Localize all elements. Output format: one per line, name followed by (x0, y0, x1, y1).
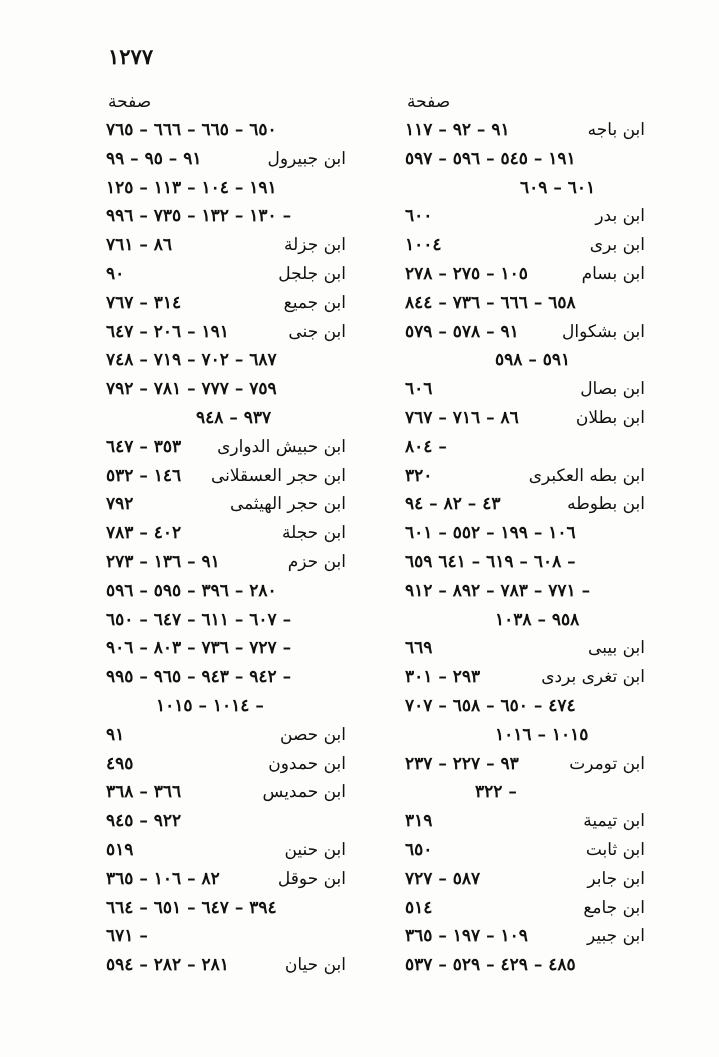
entry-page-numbers: ٦٥٨ – ٦٦٦ – ٧٣٦ – ٨٤٤ (405, 292, 576, 313)
index-entry (395, 577, 645, 606)
entry-name: ابن حجر الهيثمى (229, 494, 346, 515)
entry-page-numbers: ٩٣٧ – ٩٤٨ (196, 407, 272, 428)
entry-page-numbers: ١٤٦ – ٥٣٢ (106, 465, 182, 486)
entry-name: ابن بدر (595, 206, 645, 227)
index-entry (96, 692, 346, 721)
entry-page-numbers: – ٦٠٨ – ٦١٩ – ٦٤١ ٦٥٩ (405, 551, 576, 572)
entry-name: ابن بيبى (588, 638, 645, 659)
entry-page-numbers: ٦٦٩ (405, 638, 433, 659)
index-entry (96, 174, 346, 203)
entry-page-numbers: – ٣٢٢ (475, 782, 517, 803)
entry-page-numbers: ١٠١٥ – ١٠١٦ (495, 724, 589, 745)
entry-name: ابن بطه العكبرى (528, 465, 645, 486)
entry-name: ابن بشكوال (562, 321, 645, 342)
index-entry (395, 202, 645, 231)
entry-name: ابن حمديس (262, 782, 346, 803)
entry-page-numbers: ٥٩١ – ٥٩٨ (495, 350, 571, 371)
entry-page-numbers: ٤٨٥ – ٤٢٩ – ٥٢٩ – ٥٣٧ (405, 955, 576, 976)
index-entry (395, 318, 645, 347)
index-entry (96, 865, 346, 894)
index-entry (96, 951, 346, 980)
index-entry (96, 490, 346, 519)
entry-page-numbers: – ٩٤٢ – ٩٤٣ – ٩٦٥ – ٩٩٥ (106, 667, 292, 688)
entry-page-numbers: ٦٥٠ (405, 839, 433, 860)
entry-page-numbers: ١٠٠٤ (405, 235, 442, 256)
entry-name: ابن برى (589, 235, 645, 256)
entry-name: ابن تومرت (569, 753, 645, 774)
index-entry (395, 865, 645, 894)
index-entry (395, 462, 645, 491)
entry-page-numbers: ٩٠ (106, 263, 125, 284)
entry-name: ابن حمدون (268, 753, 346, 774)
entry-name: ابن بطلان (575, 407, 645, 428)
index-entry (96, 663, 346, 692)
entry-page-numbers: ٤٣ – ٨٢ – ٩٤ (405, 494, 501, 515)
entry-page-numbers: ٦٠٦ (405, 379, 433, 400)
entry-name: ابن جابر (587, 868, 645, 889)
index-column-left (96, 88, 346, 980)
entry-name: ابن حصن (280, 724, 346, 745)
index-entry (395, 174, 645, 203)
entry-page-numbers: ٣٥٣ – ٦٤٧ (106, 436, 182, 457)
entry-page-numbers: ٦٨٧ – ٧٠٢ – ٧١٩ – ٧٤٨ (106, 350, 277, 371)
entry-page-numbers: ٨٢ – ١٠٦ – ٣٦٥ (106, 868, 220, 889)
entry-name: ابن حيان (284, 955, 346, 976)
index-entry (395, 260, 645, 289)
entry-page-numbers: ٢٨١ – ٢٨٢ – ٥٩٤ (106, 955, 229, 976)
index-entry (96, 433, 346, 462)
entry-page-numbers: – ٦٠٧ – ٦١١ – ٦٤٧ – ٦٥٠ (106, 609, 292, 630)
entry-page-numbers: ١٠٦ – ١٩٩ – ٥٥٢ – ٦٠١ (405, 523, 576, 544)
index-entry (96, 318, 346, 347)
entry-page-numbers: ٦٠٠ (405, 206, 433, 227)
entry-page-numbers: ١٠٩ – ١٩٧ – ٣٦٥ (405, 926, 528, 947)
entry-page-numbers: – ٦٧١ (106, 926, 148, 947)
index-entry (395, 404, 645, 433)
index-entry (96, 116, 346, 145)
entry-page-numbers: ٨٦ – ٧٦١ (106, 235, 173, 256)
entry-page-numbers: ٩١ – ٩٢ – ١١٧ (405, 120, 510, 140)
index-entry (395, 663, 645, 692)
entry-page-numbers: – ١٠١٤ – ١٠١٥ (156, 695, 264, 716)
entry-page-numbers: ١٩١ – ٥٤٥ – ٥٩٦ – ٥٩٧ (405, 148, 576, 169)
entry-name: ابن حنين (284, 839, 346, 860)
index-entry (395, 836, 645, 865)
entry-page-numbers: ٧٩٢ (106, 494, 134, 515)
index-entry (96, 519, 346, 548)
entry-page-numbers: ٦٠١ – ٦٠٩ (520, 177, 596, 198)
entry-page-numbers: ٩١ – ٩٥ – ٩٩ (106, 148, 202, 169)
entry-name: ابن جبير (587, 926, 645, 947)
entry-name: ابن تغرى بردى (541, 667, 645, 688)
page-column-header: صفحة (407, 92, 451, 112)
index-column-right (395, 88, 645, 980)
index-entry (395, 750, 645, 779)
index-lines (96, 116, 346, 980)
entry-page-numbers: – ١٣٠ – ١٣٢ – ٧٣٥ – ٩٩٦ (106, 206, 292, 227)
entry-page-numbers: ٣٦٦ – ٣٦٨ (106, 782, 182, 803)
index-entry (96, 750, 346, 779)
index-lines (395, 116, 645, 980)
entry-name: ابن باجه (587, 120, 645, 140)
entry-page-numbers: ٩١ – ١٣٦ – ٢٧٣ (106, 551, 220, 572)
entry-page-numbers: ٣٩٤ – ٦٤٧ – ٦٥١ – ٦٦٤ (106, 897, 277, 918)
index-entry (96, 836, 346, 865)
entry-page-numbers: ٤٩٥ (106, 753, 134, 774)
index-entry (395, 289, 645, 318)
index-entry (96, 548, 346, 577)
index-entry (96, 606, 346, 635)
index-entry (395, 375, 645, 404)
entry-name: ابن حوقل (277, 868, 346, 889)
entry-name: ابن حبيش الدوارى (217, 436, 346, 457)
entry-page-numbers: ٥٨٧ – ٧٢٧ (405, 868, 481, 889)
index-entry (395, 951, 645, 980)
index-entry (395, 606, 645, 635)
entry-name: ابن بسام (581, 263, 645, 284)
index-entry (395, 721, 645, 750)
entry-page-numbers: ٨٦ – ٧١٦ – ٧٦٧ (405, 407, 519, 428)
entry-page-numbers: ٤٠٢ – ٧٨٣ (106, 523, 182, 544)
entry-name: ابن جزلة (284, 235, 346, 256)
index-entry (395, 433, 645, 462)
index-entry (96, 807, 346, 836)
entry-name: ابن جلجل (278, 263, 346, 284)
entry-page-numbers: ٢٨٠ – ٣٩٦ – ٥٩٥ – ٥٩٦ (106, 580, 277, 601)
entry-name: ابن حزم (287, 551, 346, 572)
index-entry (395, 519, 645, 548)
index-entry (395, 231, 645, 260)
entry-page-numbers: ٣٢٠ (405, 465, 433, 486)
entry-page-numbers: – ٧٢٧ – ٧٣٦ – ٨٠٣ – ٩٠٦ (106, 638, 292, 659)
entry-page-numbers: ٥١٩ (106, 839, 134, 860)
entry-page-numbers: ٩٣ – ٢٢٧ – ٢٣٧ (405, 753, 519, 774)
index-entry (395, 548, 645, 577)
entry-name: ابن بطوطه (567, 494, 645, 515)
entry-page-numbers: ٥١٤ (405, 897, 433, 918)
index-entry (96, 260, 346, 289)
index-entry (395, 692, 645, 721)
entry-page-numbers: ٩٢٢ – ٩٤٥ (106, 811, 182, 832)
index-entry (96, 231, 346, 260)
index-entry (96, 145, 346, 174)
index-entry (96, 634, 346, 663)
index-entry (395, 116, 645, 145)
index-entry (395, 346, 645, 375)
index-entry (395, 894, 645, 923)
index-entry (96, 778, 346, 807)
entry-page-numbers: ١٩١ – ١٠٤ – ١١٣ – ١٢٥ (106, 177, 277, 198)
entry-page-numbers: ٢٩٣ – ٣٠١ (405, 667, 481, 688)
entry-name: ابن جميع (283, 292, 346, 313)
index-entry (395, 922, 645, 951)
entry-name: ابن جبيرول (267, 148, 346, 169)
entry-page-numbers: ٦٥٠ – ٦٦٥ – ٦٦٦ – ٧٦٥ (106, 120, 277, 140)
entry-name: ابن تيمية (583, 811, 645, 832)
entry-name: ابن ثابت (585, 839, 645, 860)
index-entry (395, 634, 645, 663)
entry-page-numbers: ٩١ (106, 724, 125, 745)
index-entry (96, 462, 346, 491)
page-number: ١٢٧٧ (108, 44, 154, 69)
entry-name: ابن حجلة (281, 523, 346, 544)
index-entry (96, 202, 346, 231)
index-entry (96, 894, 346, 923)
entry-page-numbers: ٣١٤ – ٧٦٧ (106, 292, 182, 313)
entry-name: ابن بصال (580, 379, 645, 400)
index-entry (395, 145, 645, 174)
entry-page-numbers: – ٨٠٤ (405, 436, 447, 457)
index-entry (96, 577, 346, 606)
page-column-header: صفحة (108, 92, 152, 112)
entry-page-numbers: ١٩١ – ٢٠٦ – ٦٤٧ (106, 321, 229, 342)
entry-page-numbers: ٩١ – ٥٧٨ – ٥٧٩ (405, 321, 519, 342)
entry-name: ابن جامع (583, 897, 645, 918)
index-entry (96, 289, 346, 318)
index-entry (96, 922, 346, 951)
entry-page-numbers: ٤٧٤ – ٦٥٠ – ٦٥٨ – ٧٠٧ (405, 695, 576, 716)
entry-page-numbers: ١٠٥ – ٢٧٥ – ٢٧٨ (405, 263, 528, 284)
index-entry (96, 346, 346, 375)
index-entry (395, 490, 645, 519)
index-entry (395, 807, 645, 836)
index-entry (96, 721, 346, 750)
index-entry (96, 404, 346, 433)
index-entry (96, 375, 346, 404)
entry-page-numbers: ٣١٩ (405, 811, 433, 832)
entry-name: ابن جنى (288, 321, 346, 342)
entry-page-numbers: ٩٥٨ – ١٠٣٨ (495, 609, 580, 630)
entry-name: ابن حجر العسقلانى (211, 465, 346, 486)
entry-page-numbers: ٧٥٩ – ٧٧٧ – ٧٨١ – ٧٩٢ (106, 379, 277, 400)
entry-page-numbers: – ٧٧١ – ٧٨٣ – ٨٩٢ – ٩١٢ (405, 580, 591, 601)
index-entry (395, 778, 645, 807)
